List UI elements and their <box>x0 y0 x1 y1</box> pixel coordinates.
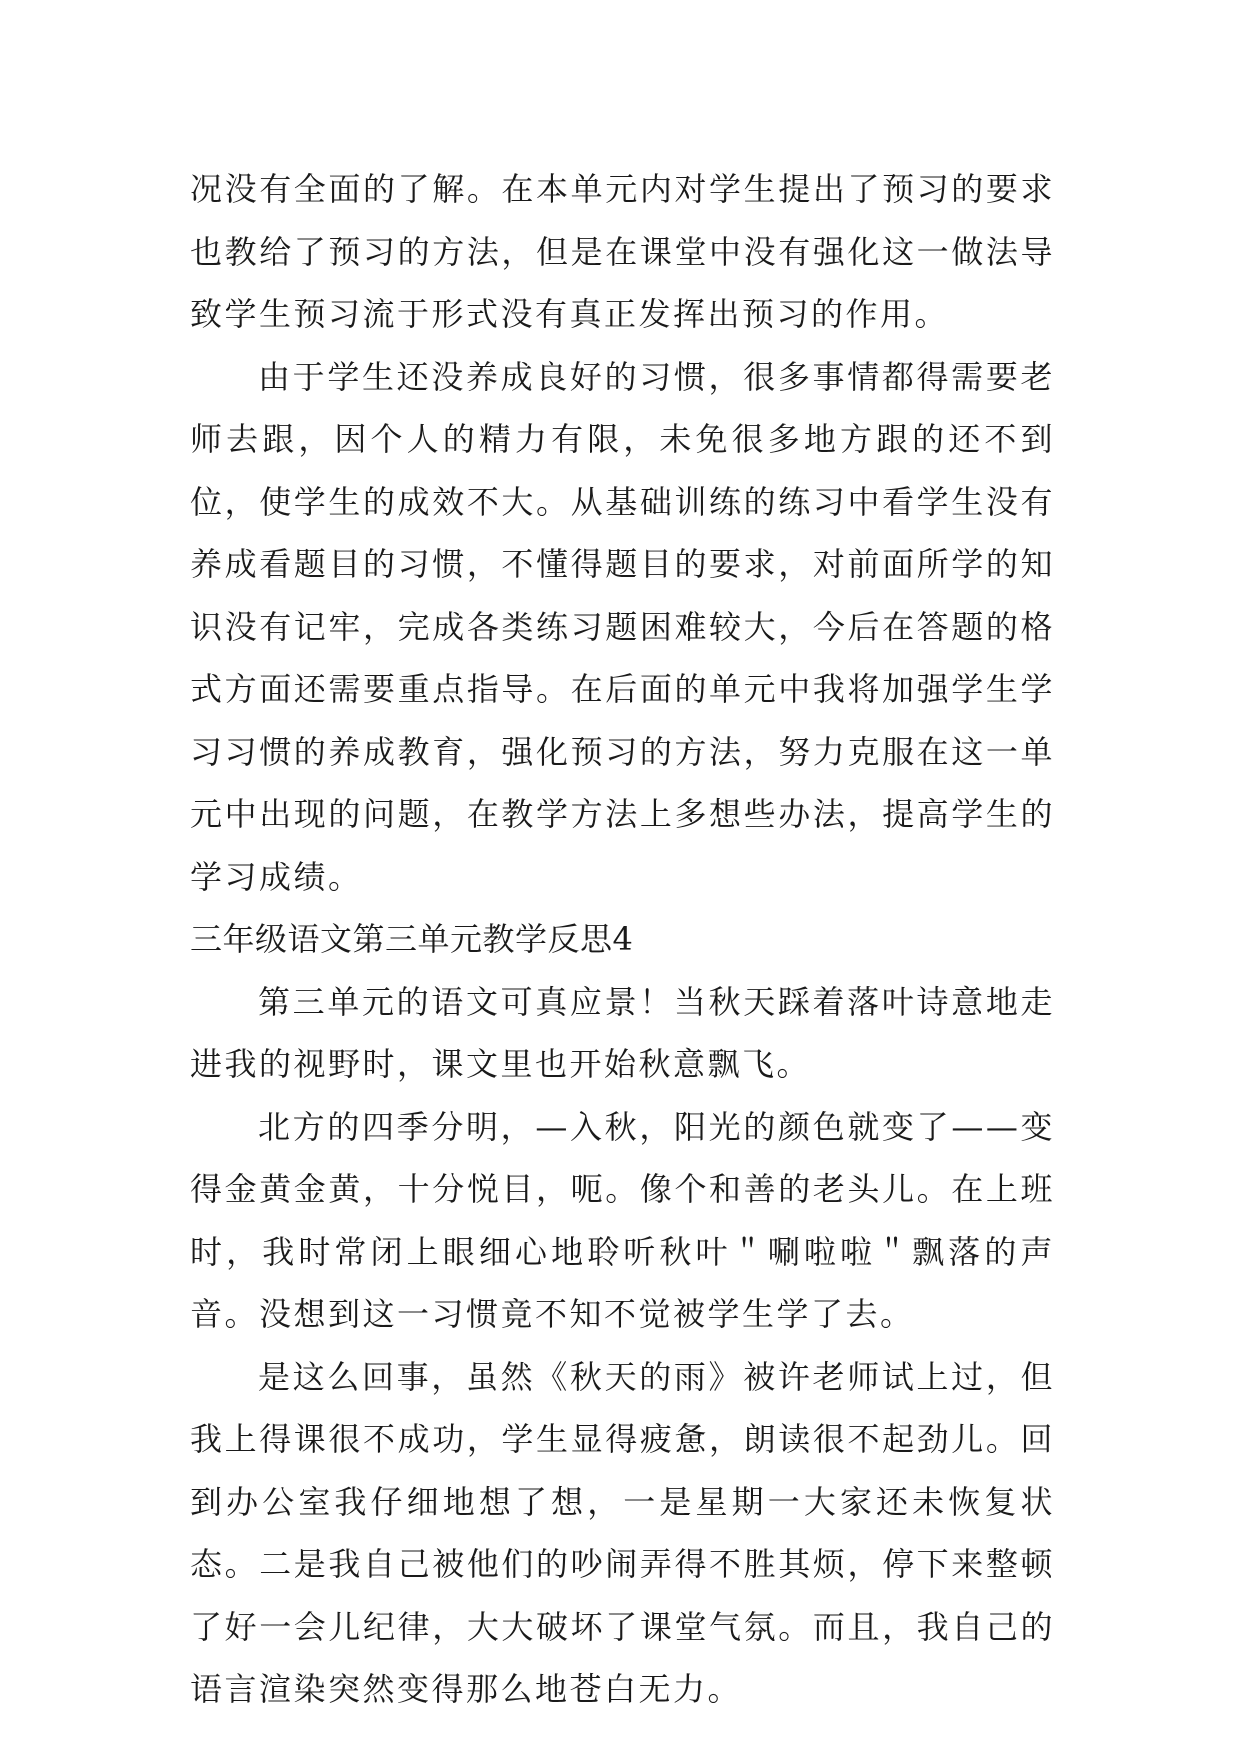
paragraph-lesson-reflection: 是这么回事，虽然《秋天的雨》被许老师试上过，但我上得课很不成功，学生显得疲惫，朗读很不起劲儿。回到办公室我仔细地想了想，一是星期一大家还未恢复状态。二是我自己被他们的吵闹弄得不胜其烦，停下来整顿了好一会儿纪律，大大破坏了课堂气氛。而且，我自己的语言渲染突然变得那么地苍白无力。 <box>190 1357 1055 1708</box>
paragraph-study-habits: 由于学生还没养成良好的习惯，很多事情都得需要老师去跟，因个人的精力有限，未免很多地方跟的还不到位，使学生的成效不大。从基础训练的练习中看学生没有养成看题目的习惯，不懂得题目的要求，对前面所学的知识没有记牢，完成各类练习题困难较大，今后在答题的格式方面还需要重点指导。在后面的单元中我将加强学生学习习惯的养成教育，强化预习的方法，努力克服在这一单元中出现的问题，在教学方法上多想些办法，提高学生的学习成绩。 <box>190 357 1055 896</box>
paragraph-autumn-north: 北方的四季分明，—入秋，阳光的颜色就变了——变得金黄金黄，十分悦目，呃。像个和善的老头儿。在上班时，我时常闭上眼细心地聆听秋叶＂唰啦啦＂飘落的声音。没想到这一习惯竟不知不觉被学生学了去。 <box>190 1107 1055 1333</box>
paragraph-continuation: 况没有全面的了解。在本单元内对学生提出了预习的要求也教给了预习的方法，但是在课堂中没有强化这一做法导致学生预习流于形式没有真正发挥出预习的作用。 <box>190 170 1055 333</box>
section-title: 三年级语文第三单元教学反思4 <box>190 920 634 958</box>
document-body <box>190 158 1055 1721</box>
paragraph-autumn-intro: 第三单元的语文可真应景！当秋天踩着落叶诗意地走进我的视野时，课文里也开始秋意飘飞。 <box>190 982 1055 1083</box>
